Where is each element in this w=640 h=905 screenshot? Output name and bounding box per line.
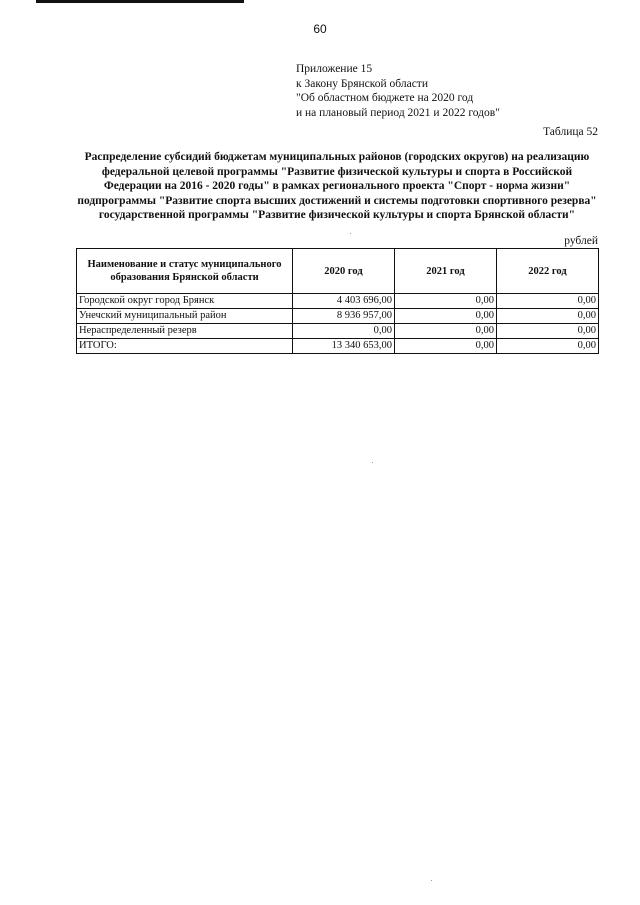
cell-municipality: Городской округ город Брянск <box>77 294 293 309</box>
header-2020: 2020 год <box>293 249 395 294</box>
cell-municipality: Унечский муниципальный район <box>77 309 293 324</box>
title-line: Распределение субсидий бюджетам муниципальных районов (городских округов) на реализацию <box>84 151 590 163</box>
table-total-row <box>77 339 599 354</box>
title-line: федеральной целевой программы "Развитие физической культуры и спорта в Российской <box>101 165 573 178</box>
cell-2022: 0,00 <box>497 309 599 324</box>
cell-2020: 0,00 <box>293 324 395 339</box>
appendix-line: к Закону Брянской области <box>296 77 428 90</box>
cell-2021: 0,00 <box>395 309 497 324</box>
table-row <box>77 309 599 324</box>
table-row <box>77 324 599 339</box>
document-title <box>70 150 604 223</box>
page-number: 60 <box>313 22 327 36</box>
cell-municipality: Нераспределенный резерв <box>77 324 293 339</box>
table-row <box>77 294 599 309</box>
header-2022: 2022 год <box>497 249 599 294</box>
cell-2021: 0,00 <box>395 324 497 339</box>
header-2021: 2021 год <box>395 249 497 294</box>
cell-2022: 0,00 <box>497 294 599 309</box>
scan-speck <box>350 233 351 234</box>
title-line: Федерации на 2016 - 2020 годы" в рамках регионального проекта "Спорт - норма жизни" <box>103 180 571 193</box>
cell-2020: 4 403 696,00 <box>293 294 395 309</box>
table-header-row <box>77 249 599 294</box>
cell-2020: 8 936 957,00 <box>293 309 395 324</box>
cell-2022: 0,00 <box>497 339 599 354</box>
top-edge-line <box>36 0 244 3</box>
cell-2020: 13 340 653,00 <box>293 339 395 354</box>
appendix-line: "Об областном бюджете на 2020 год <box>296 92 474 104</box>
units-label: рублей <box>564 235 598 247</box>
cell-2021: 0,00 <box>395 339 497 354</box>
scan-speck <box>372 462 373 463</box>
scan-speck <box>431 880 432 881</box>
title-line: подпрограммы "Развитие спорта высших достижений и системы подготовки спортивного резерва" <box>77 194 597 207</box>
appendix-line: Приложение 15 <box>296 63 373 75</box>
subsidy-table <box>76 248 599 354</box>
appendix-line: и на плановый период 2021 и 2022 годов" <box>296 106 500 119</box>
cell-2021: 0,00 <box>395 294 497 309</box>
title-line: государственной программы "Развитие физической культуры и спорта Брянской области" <box>98 209 576 222</box>
cell-total-label: ИТОГО: <box>77 339 293 354</box>
cell-2022: 0,00 <box>497 324 599 339</box>
header-municipality: Наименование и статус муниципального образования Брянской области <box>77 249 293 294</box>
appendix-note <box>296 62 500 120</box>
table-label: Таблица 52 <box>543 126 598 138</box>
